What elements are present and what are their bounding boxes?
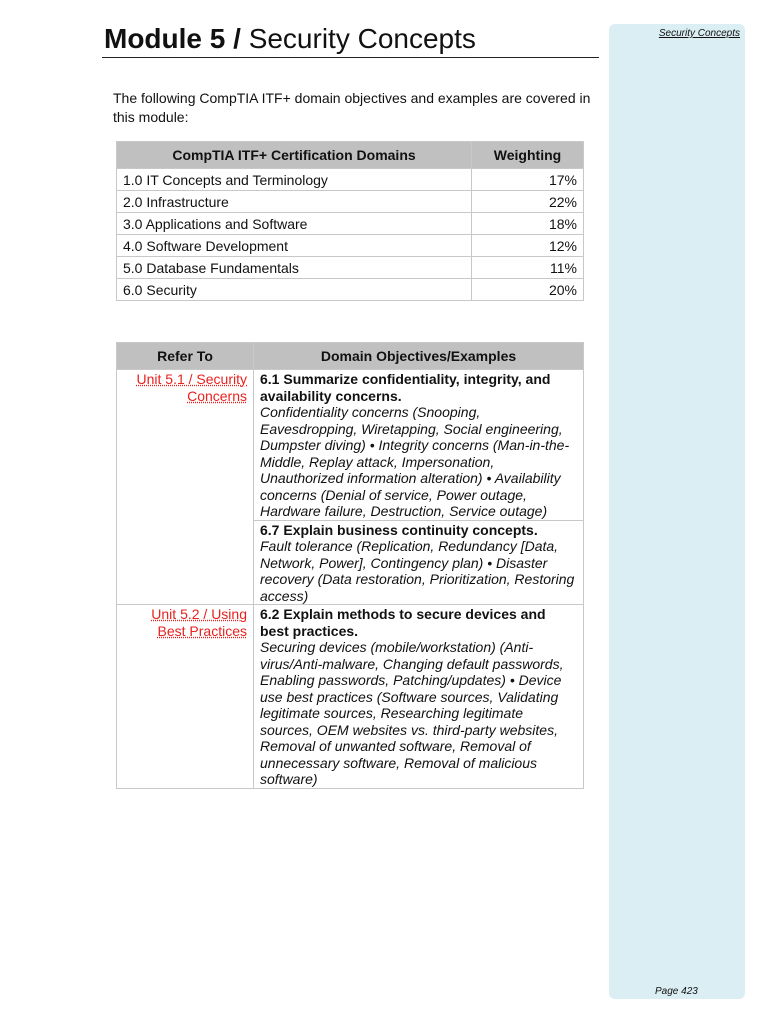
objective-cell (254, 520, 584, 605)
page-number: Page 423 (655, 986, 698, 997)
title-divider (102, 57, 599, 58)
domain-cell: 4.0 Software Development (117, 235, 472, 257)
objective-cell (254, 605, 584, 789)
objective-title: 6.2 Explain methods to secure devices and best practices. (260, 606, 546, 639)
table-header-row (117, 142, 584, 169)
weight-cell: 11% (472, 257, 584, 279)
domain-cell: 1.0 IT Concepts and Terminology (117, 169, 472, 191)
objective-cell (254, 370, 584, 521)
table-header-row (117, 343, 584, 370)
module-label: Module 5 / (104, 23, 241, 54)
header-refer-to: Refer To (117, 343, 254, 370)
weight-cell: 17% (472, 169, 584, 191)
unit-link[interactable]: Unit 5.2 / Using Best Practices (151, 606, 247, 639)
weight-cell: 20% (472, 279, 584, 301)
domains-table (116, 141, 584, 301)
header-domains: CompTIA ITF+ Certification Domains (117, 142, 472, 169)
objective-title: 6.7 Explain business continuity concepts. (260, 521, 538, 538)
table-row (117, 370, 584, 521)
domain-cell: 6.0 Security (117, 279, 472, 301)
intro-text: The following CompTIA ITF+ domain objectives and examples are covered in this module: (113, 90, 591, 125)
domain-cell: 3.0 Applications and Software (117, 213, 472, 235)
header-weighting: Weighting (472, 142, 584, 169)
table-row (117, 257, 584, 279)
table-row (117, 213, 584, 235)
module-title: Security Concepts (248, 23, 476, 54)
weight-cell: 22% (472, 191, 584, 213)
table-row (117, 235, 584, 257)
domain-cell: 2.0 Infrastructure (117, 191, 472, 213)
objective-examples: Confidentiality concerns (Snooping, Eavesdropping, Wiretapping, Social engineering, Dumpster diving) • Integrity concerns (Man-in-the-Middle, Replay attack, Impersonation, Unauthorized information alteration) • Availability concerns (Denial of service, Power outage, Hardware failure, Destruction, Service outage) (260, 404, 570, 519)
table-row (117, 605, 584, 789)
ref-cell (117, 370, 254, 605)
header-objectives: Domain Objectives/Examples (254, 343, 584, 370)
objective-title: 6.1 Summarize confidentiality, integrity, and availability concerns. (260, 371, 551, 404)
weight-cell: 12% (472, 235, 584, 257)
domain-cell: 5.0 Database Fundamentals (117, 257, 472, 279)
table-row (117, 191, 584, 213)
sidebar-section-link[interactable]: Security Concepts (658, 28, 740, 39)
ref-cell (117, 605, 254, 789)
table-row (117, 279, 584, 301)
unit-link[interactable]: Unit 5.1 / Security Concerns (136, 371, 247, 404)
objective-examples: Securing devices (mobile/workstation) (Anti-virus/Anti-malware, Changing default passwords, Enabling passwords, Patching/updates) • Device use best practices (Software sources, Validating legitimate sources, Researching legitimate sources, OEM websites vs. third-party websites, Removal of unwanted software, Removal of unnecessary software, Removal of malicious software) (260, 639, 564, 787)
weight-cell: 18% (472, 213, 584, 235)
page-title (104, 21, 476, 57)
objectives-table (116, 342, 584, 789)
table-row (117, 169, 584, 191)
sidebar-panel (609, 24, 745, 999)
objective-examples: Fault tolerance (Replication, Redundancy [Data, Network, Power], Contingency plan) • Disaster recovery (Data restoration, Prioritization, Restoring access) (260, 538, 575, 604)
